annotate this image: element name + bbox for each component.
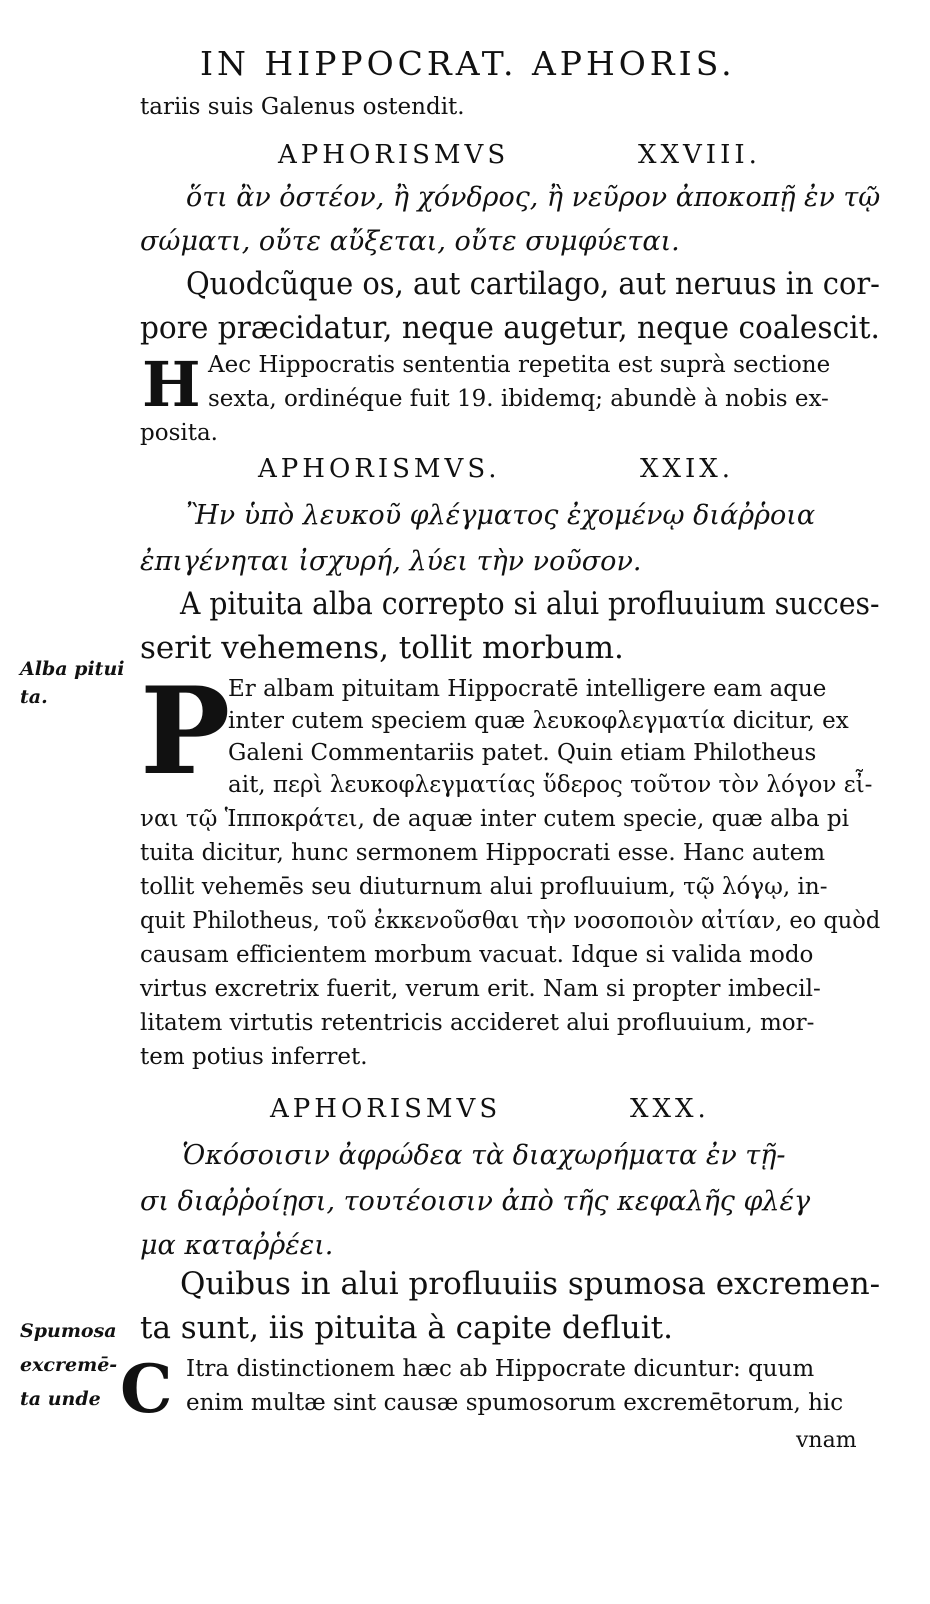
margin-note-line: ta. bbox=[20, 686, 48, 708]
drop-cap-letter: H bbox=[142, 348, 201, 421]
commentary-line: ναι τῷ Ἱπποκράτει, de aquæ inter cutem specie, quæ alba pi bbox=[140, 806, 849, 832]
latin-aphorism-line: Quodcũque os, aut cartilago, aut neruus in cor- bbox=[186, 266, 880, 302]
greek-text-line: Ὁκόσοισιν ἀφρώδεα τὰ διαχωρήματα ἐν τῇ- bbox=[182, 1140, 786, 1171]
commentary-line: litatem virtutis retentricis accideret alui profluuium, mor- bbox=[140, 1010, 815, 1036]
aphorism-heading-numeral: XXVIII. bbox=[638, 140, 761, 170]
commentary-line: Er albam pituitam Hippocratē intelligere eam aque bbox=[228, 676, 827, 702]
latin-aphorism-line: Quibus in alui profluuiis spumosa excremen- bbox=[180, 1266, 881, 1302]
commentary-line: Itra distinctionem hæc ab Hippocrate dicuntur: quum bbox=[186, 1356, 815, 1382]
margin-note-line: Spumosa bbox=[20, 1320, 117, 1342]
greek-text-line: Ἢν ὑπὸ λευκοῦ φλέγματος ἐχομένῳ διάῤῥοια bbox=[186, 500, 816, 531]
commentary-line: virtus excretrix fuerit, verum erit. Nam si propter imbecil- bbox=[140, 976, 821, 1002]
commentary-line: ait, περὶ λευκοφλεγματίας ὕδερος τοῦτον τὸν λόγον εἶ- bbox=[228, 772, 873, 798]
commentary-line: tollit vehemēs seu diuturnum alui profluuium, τῷ λόγῳ, in- bbox=[140, 874, 828, 900]
commentary-line: posita. bbox=[140, 420, 218, 446]
commentary-line: tem potius inferret. bbox=[140, 1044, 368, 1070]
greek-text-line: ὅτι ἂν ὀστέον, ἢ χόνδρος, ἢ νεῦρον ἀποκοπῇ ἐν τῷ bbox=[186, 182, 881, 213]
aphorism-heading-numeral: XXX. bbox=[630, 1094, 710, 1124]
greek-text-line: μα καταῤῥέει. bbox=[140, 1230, 334, 1261]
commentary-line: quit Philotheus, τοῦ ἐκκενοῦσθαι τὴν νοσοποιὸν αἰτίαν, eo quòd bbox=[140, 908, 881, 934]
margin-note-line: excremē- bbox=[20, 1354, 118, 1376]
latin-aphorism-line: ta sunt, iis pituita à capite defluit. bbox=[140, 1310, 673, 1346]
aphorism-heading-word: APHORISMVS. bbox=[258, 454, 501, 484]
commentary-line: enim multæ sint causæ spumosorum excremētorum, hic bbox=[186, 1390, 844, 1416]
greek-text-line: ἐπιγένηται ἰσχυρή, λύει τὴν νοῦσον. bbox=[140, 546, 642, 577]
margin-note-line: Alba pitui bbox=[20, 658, 125, 680]
intro-line: tariis suis Galenus ostendit. bbox=[140, 94, 465, 120]
commentary-line: Galeni Commentariis patet. Quin etiam Philotheus bbox=[228, 740, 817, 766]
commentary-line: sexta, ordinéque fuit 19. ibidemq; abundè à nobis ex- bbox=[208, 386, 829, 412]
drop-cap-letter: C bbox=[120, 1350, 173, 1428]
catchword: vnam bbox=[796, 1428, 857, 1453]
latin-aphorism-line: A pituita alba correpto si alui profluuium succes- bbox=[180, 586, 880, 622]
running-head: IN HIPPOCRAT. APHORIS. bbox=[200, 44, 736, 83]
commentary-line: causam efficientem morbum vacuat. Idque si valida modo bbox=[140, 942, 814, 968]
drop-cap-letter: P bbox=[140, 661, 231, 802]
latin-aphorism-line: serit vehemens, tollit morbum. bbox=[140, 630, 624, 666]
commentary-line: inter cutem speciem quæ λευκοφλεγματία dicitur, ex bbox=[228, 708, 849, 734]
aphorism-heading-numeral: XXIX. bbox=[640, 454, 735, 484]
commentary-line: tuita dicitur, hunc sermonem Hippocrati esse. Hanc autem bbox=[140, 840, 826, 866]
margin-note-line: ta unde bbox=[20, 1388, 101, 1410]
greek-text-line: σώματι, οὔτε αὔξεται, οὔτε συμφύεται. bbox=[140, 226, 680, 257]
greek-text-line: σι διαῤῥοίῃσι, τουτέοισιν ἀπὸ τῆς κεφαλῆς φλέγ bbox=[140, 1186, 811, 1217]
aphorism-heading-word: APHORISMVS bbox=[278, 140, 510, 170]
latin-aphorism-line: pore præcidatur, neque augetur, neque coalescit. bbox=[140, 310, 880, 346]
aphorism-heading-word: APHORISMVS bbox=[270, 1094, 502, 1124]
commentary-line: Aec Hippocratis sententia repetita est suprà sectione bbox=[208, 352, 831, 378]
